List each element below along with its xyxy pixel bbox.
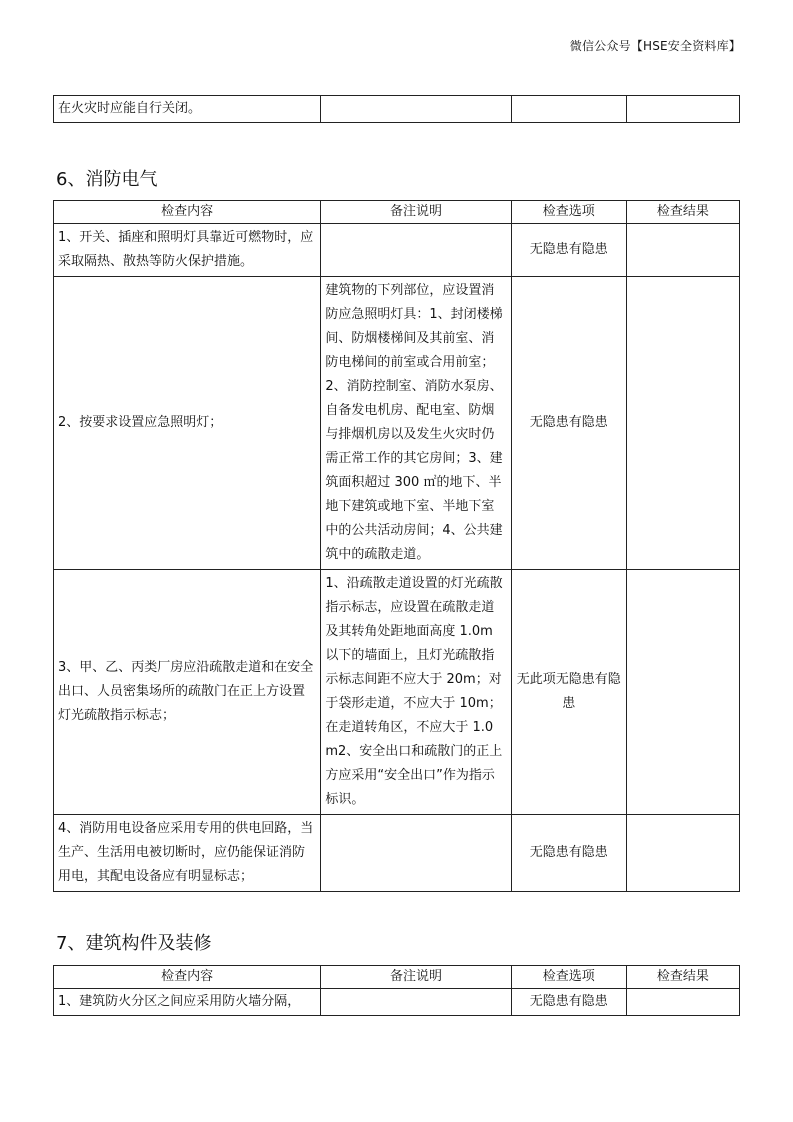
- cell-option: 无隐患有隐患: [511, 277, 626, 570]
- cell-note: [321, 96, 511, 123]
- cell-note: 建筑物的下列部位，应设置消防应急照明灯具：1、封闭楼梯间、防烟楼梯间及其前室、消防电梯间的前室或合用前室；2、消防控制室、消防水泵房、自备发电机房、配电室、防烟与排烟机房以及发生火灾时仍需正常工作的其它房间；3、建筑面积超过 300 ㎡的地下、半地下建筑或地下室、半地下室中的公共活动房间；4、公共建筑中的疏散走道。: [321, 277, 511, 570]
- cell-content: 3、甲、乙、丙类厂房应沿疏散走道和在安全出口、人员密集场所的疏散门在正上方设置灯光疏散指示标志；: [54, 570, 321, 815]
- section-title-7: 7、建筑构件及装修: [56, 933, 212, 954]
- table-header-row: [54, 201, 740, 224]
- inspection-table-6: [53, 200, 740, 892]
- cell-result: [626, 96, 739, 123]
- table-row: [54, 815, 740, 892]
- cell-option: 无此项无隐患有隐患: [511, 570, 626, 815]
- inspection-table-7: [53, 965, 740, 1016]
- section-title-6: 6、消防电气: [56, 169, 158, 190]
- cell-result: [626, 570, 739, 815]
- col-header-result: 检查结果: [626, 966, 739, 989]
- col-header-content: 检查内容: [54, 966, 321, 989]
- col-header-option: 检查选项: [511, 201, 626, 224]
- cell-note: 1、沿疏散走道设置的灯光疏散指示标志，应设置在疏散走道及其转角处距地面高度 1.0m 以下的墙面上，且灯光疏散指示标志间距不应大于 20m；对于袋形走道，不应大于 10m；在走道转角区，不应大于 1.0 m2、安全出口和疏散门的正上方应采用“安全出口”作为指示标识。: [321, 570, 511, 815]
- table-row: [54, 224, 740, 277]
- cell-content: 在火灾时应能自行关闭。: [54, 96, 321, 123]
- table-fragment-top: [53, 95, 740, 123]
- cell-option: [511, 96, 626, 123]
- table-row: [54, 277, 740, 570]
- cell-option: 无隐患有隐患: [511, 989, 626, 1016]
- table-row: [54, 96, 740, 123]
- table-row: [54, 570, 740, 815]
- col-header-note: 备注说明: [321, 966, 511, 989]
- cell-content: 1、开关、插座和照明灯具靠近可燃物时，应采取隔热、散热等防火保护措施。: [54, 224, 321, 277]
- col-header-option: 检查选项: [511, 966, 626, 989]
- header-source: 微信公众号【HSE安全资料库】: [569, 39, 741, 53]
- cell-option: 无隐患有隐患: [511, 815, 626, 892]
- cell-result: [626, 815, 739, 892]
- cell-note: [321, 224, 511, 277]
- table-row: [54, 989, 740, 1016]
- cell-option: 无隐患有隐患: [511, 224, 626, 277]
- cell-note: [321, 815, 511, 892]
- col-header-content: 检查内容: [54, 201, 321, 224]
- cell-result: [626, 277, 739, 570]
- col-header-result: 检查结果: [626, 201, 739, 224]
- cell-result: [626, 989, 739, 1016]
- cell-result: [626, 224, 739, 277]
- cell-content: 2、按要求设置应急照明灯；: [54, 277, 321, 570]
- cell-note: [321, 989, 511, 1016]
- table-header-row: [54, 966, 740, 989]
- cell-content: 1、建筑防火分区之间应采用防火墙分隔，: [54, 989, 321, 1016]
- cell-content: 4、消防用电设备应采用专用的供电回路，当生产、生活用电被切断时，应仍能保证消防用电，其配电设备应有明显标志；: [54, 815, 321, 892]
- col-header-note: 备注说明: [321, 201, 511, 224]
